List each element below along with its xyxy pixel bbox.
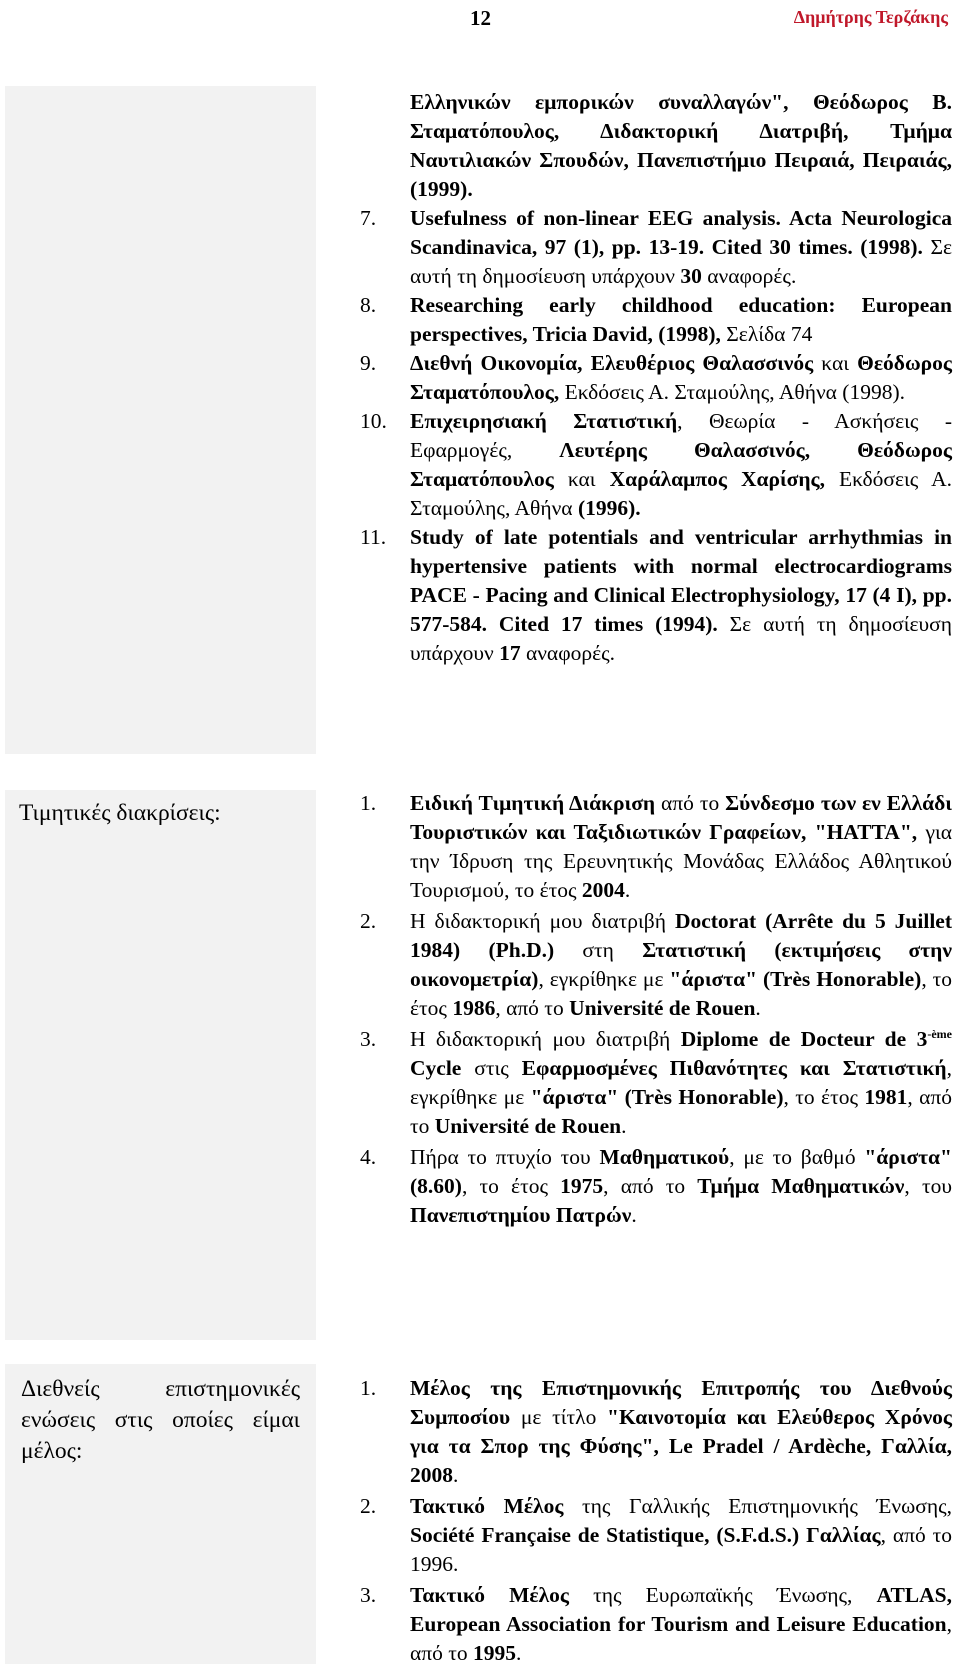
publication-item: 9. Διεθνή Οικονομία, Ελευθέριος Θαλασσινός και Θεόδωρος Σταματόπουλος, Εκδόσεις Α. Σταμούλης, Αθήνα (1998).	[360, 349, 952, 407]
membership-item: 2. Τακτικό Μέλος της Γαλλικής Επιστημονικής Ένωσης, Société Française de Statistique, (S.F.d.S.) Γαλλίας, από το 1996.	[360, 1492, 952, 1579]
publication-text: Usefulness of non-linear EEG analysis. Acta Neurologica Scandinavica, 97 (1), pp. 13-19. Cited 30 times. (1998). Σε αυτή τη δημοσίευση υπάρχουν 30 αναφορές.	[410, 206, 953, 288]
publications-list	[360, 88, 952, 668]
author-name: Δημήτρης Τερζάκης	[793, 7, 948, 27]
publication-text: Επιχειρησιακή Στατιστική, Θεωρία - Ασκήσεις - Εφαρμογές, Λευτέρης Θαλασσινός, Θεόδωρος Σταματόπουλος και Χαράλαμπος Χαρίσης, Εκδόσεις Α. Σταμούλης, Αθήνα (1996).	[410, 409, 953, 520]
honor-text: Η διδακτορική μου διατριβή Doctorat (Arrête du 5 Juillet 1984) (Ph.D.) στη Στατιστική (εκτιμήσεις στην οικονομετρία), εγκρίθηκε με "άριστα" (Très Honorable), το έτος 1986, από το Université de Rouen.	[410, 909, 952, 1020]
publication-item: 11. Study of late potentials and ventricular arrhythmias in hypertensive patients with normal electrocardiograms PACE - Pacing and Clinical Electrophysiology, 17 (4 I), pp. 577-584. Cited 17 times (1994). Σε αυτή τη δημοσίευση υπάρχουν 17 αναφορές.	[360, 523, 952, 668]
publication-text: Study of late potentials and ventricular arrhythmias in hypertensive patients with normal electrocardiograms PACE - Pacing and Clinical Electrophysiology, 17 (4 I), pp. 577-584. Cited 17 times (1994). Σε αυτή τη δημοσίευση υπάρχουν 17 αναφορές.	[410, 525, 952, 665]
honor-text: Πήρα το πτυχίο του Μαθηματικού, με το βαθμό "άριστα"(8.60), το έτος 1975, από το Τμήμα Μαθηματικών, του Πανεπιστημίου Πατρών.	[410, 1145, 952, 1227]
page-header	[0, 0, 960, 40]
memberships-label: Διεθνείς επιστημονικές ενώσεις στις οποίες είμαι μέλος:	[21, 1376, 300, 1464]
publication-continuation: Ελληνικών εμπορικών συναλλαγών", Θεόδωρος Β. Σταματόπουλος, Διδακτορική Διατριβή, Τμήμα Ναυτιλιακών Σπουδών, Πανεπιστήμιο Πειραιά, Πειραιάς, (1999).	[410, 90, 952, 201]
honor-text: Η διδακτορική μου διατριβή Diplome de Docteur de $3^{-ème}$ Cycle στις Εφαρμοσμένες Πιθανότητες και Στατιστική, εγκρίθηκε με "άριστα" (Très Honorable), το έτος 1981, από το Université de Rouen.	[410, 1027, 952, 1138]
publication-text: Researching early childhood education: European perspectives, Tricia David, (1998), Σελίδα 74	[410, 293, 952, 346]
page-number: 12	[470, 6, 491, 30]
honor-item: 3. Η διδακτορική μου διατριβή Diplome de Docteur de $3^{-ème}$ Cycle στις Εφαρμοσμένες Πιθανότητες και Στατιστική, εγκρίθηκε με "άριστα" (Très Honorable), το έτος 1981, από το Université de Rouen.	[360, 1025, 952, 1141]
membership-text: Μέλος της Επιστημονικής Επιτροπής του Διεθνούς Συμποσίου με τίτλο "Καινοτομία και Ελεύθερος Χρόνος για τα Σπορ της Φύσης", Le Pradel / Ardèche, Γαλλία, 2008.	[410, 1376, 952, 1487]
membership-text: Τακτικό Μέλος της Γαλλικής Επιστημονικής Ένωσης, Société Française de Statistique, (S.F.d.S.) Γαλλίας, από το 1996.	[410, 1494, 953, 1576]
membership-item: 1. Μέλος της Επιστημονικής Επιτροπής του Διεθνούς Συμποσίου με τίτλο "Καινοτομία και Ελεύθερος Χρόνος για τα Σπορ της Φύσης", Le Pradel / Ardèche, Γαλλία, 2008.	[360, 1374, 952, 1490]
list-item	[360, 88, 952, 204]
memberships-list	[360, 1374, 952, 1668]
publication-item: 8. Researching early childhood education: European perspectives, Tricia David, (1998), Σελίδα 74	[360, 291, 952, 349]
honor-text: Ειδική Τιμητική Διάκριση από το Σύνδεσμο των εν Ελλάδι Τουριστικών και Ταξιδιωτικών Γραφείων, "HATTA", για την Ίδρυση της Ερευνητικής Μονάδας Ελλάδος Αθλητικού Τουρισμού, το έτος 2004.	[410, 791, 952, 902]
honors-label: Τιμητικές διακρίσεις:	[19, 800, 221, 826]
publication-item: 10. Επιχειρησιακή Στατιστική, Θεωρία - Ασκήσεις - Εφαρμογές, Λευτέρης Θαλασσινός, Θεόδωρος Σταματόπουλος και Χαράλαμπος Χαρίσης, Εκδόσεις Α. Σταμούλης, Αθήνα (1996).	[360, 407, 952, 523]
honor-item: 1. Ειδική Τιμητική Διάκριση από το Σύνδεσμο των εν Ελλάδι Τουριστικών και Ταξιδιωτικών Γραφείων, "HATTA", για την Ίδρυση της Ερευνητικής Μονάδας Ελλάδος Αθλητικού Τουρισμού, το έτος 2004.	[360, 789, 952, 905]
publication-item: 7. Usefulness of non-linear EEG analysis. Acta Neurologica Scandinavica, 97 (1), pp. 13-19. Cited 30 times. (1998). Σε αυτή τη δημοσίευση υπάρχουν 30 αναφορές.	[360, 204, 952, 291]
honors-list	[360, 789, 952, 1230]
sidebar-block-publications	[5, 86, 316, 754]
publication-text: Διεθνή Οικονομία, Ελευθέριος Θαλασσινός και Θεόδωρος Σταματόπουλος, Εκδόσεις Α. Σταμούλης, Αθήνα (1998).	[410, 351, 952, 404]
sidebar-block-memberships	[5, 1364, 316, 1664]
sidebar-block-honors	[5, 790, 316, 1340]
membership-text: Τακτικό Μέλος της Ευρωπαϊκής Ένωσης, ATLAS, European Association for Tourism and Leisure Education, από το 1995.	[410, 1583, 952, 1665]
honor-item: 4. Πήρα το πτυχίο του Μαθηματικού, με το βαθμό "άριστα"(8.60), το έτος 1975, από το Τμήμα Μαθηματικών, του Πανεπιστημίου Πατρών.	[360, 1143, 952, 1230]
membership-item: 3. Τακτικό Μέλος της Ευρωπαϊκής Ένωσης, ATLAS, European Association for Tourism and Leisure Education, από το 1995.	[360, 1581, 952, 1668]
honor-item: 2. Η διδακτορική μου διατριβή Doctorat (Arrête du 5 Juillet 1984) (Ph.D.) στη Στατιστική (εκτιμήσεις στην οικονομετρία), εγκρίθηκε με "άριστα" (Très Honorable), το έτος 1986, από το Université de Rouen.	[360, 907, 952, 1023]
